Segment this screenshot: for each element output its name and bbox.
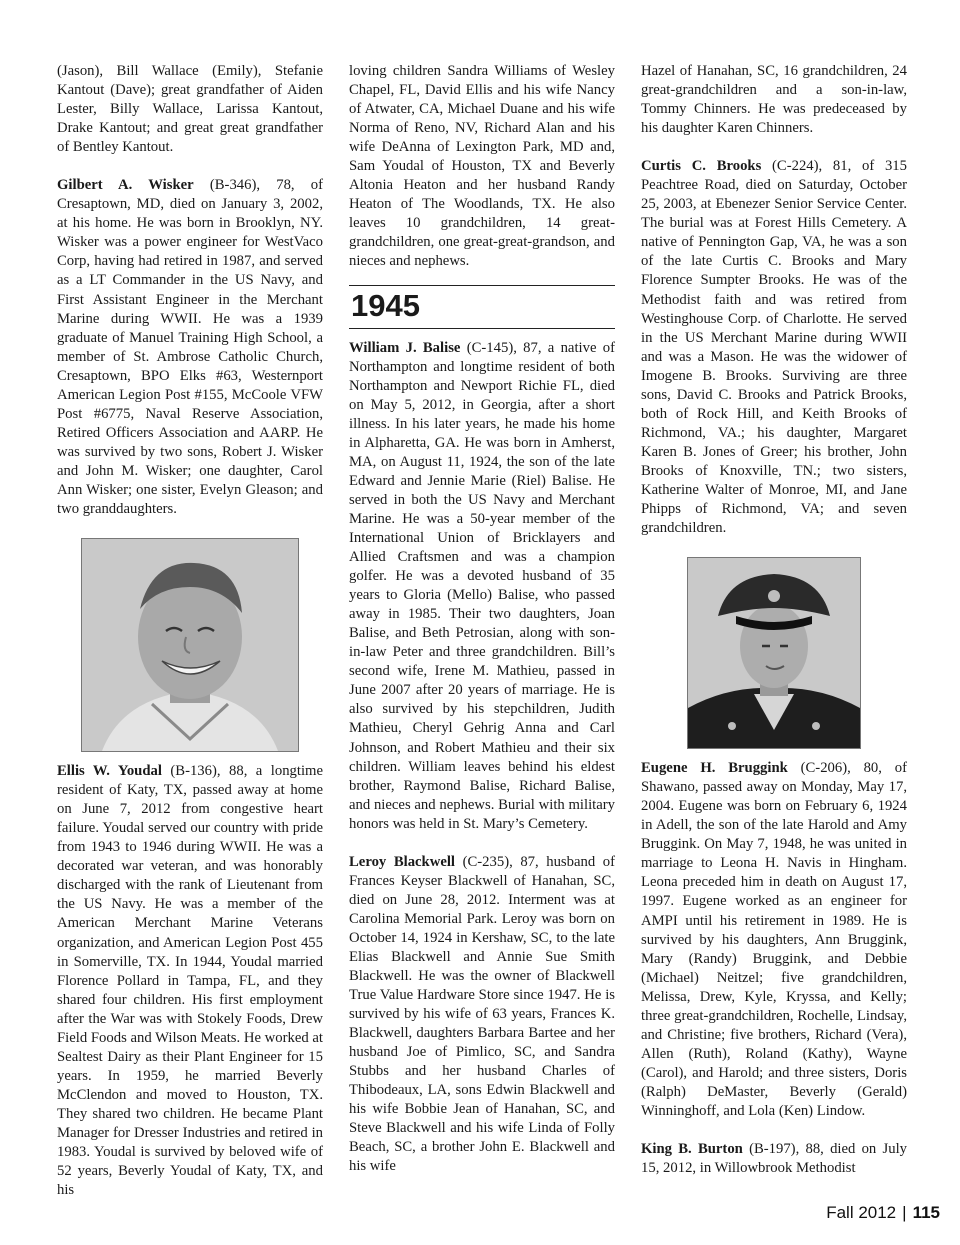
obituary-continuation: loving children Sandra Williams of Wesley Chapel, FL, David Ellis and his wife Nancy of Atwater, CA, Michael Duane and his wife Norma of Reno, NV, Richard Alan and his wife DeAnna of Lexington Park, MD and, Sam Youdal of Houston, TX and Beverly Altonia Heaton and her husband Randy Heaton of The Woodlands, TX. He also leaves 10 grandchildren, 14 great-grandchildren, one great-great-grandson, and nieces and nephews. (349, 63, 615, 270)
portrait-photo-youdal (81, 538, 299, 752)
obituary-name: Eugene H. Bruggink (641, 760, 788, 777)
page-number: 115 (912, 1203, 940, 1222)
footer-separator: | (902, 1203, 907, 1222)
obituary-name: Gilbert A. Wisker (57, 177, 194, 194)
page-footer (826, 1201, 940, 1225)
portrait-photo-bruggink (687, 557, 861, 749)
column-middle (349, 62, 615, 1177)
section-rule (349, 328, 615, 329)
obituary-name: Ellis W. Youdal (57, 763, 162, 780)
year-section-header (349, 285, 615, 329)
obituary-name: Leroy Blackwell (349, 853, 456, 870)
obituary-burton: King B. Burton (B-197), 88, died on July 15, 2012, in Willowbrook Methodist (641, 1141, 907, 1177)
obituary-continuation: Hazel of Hanahan, SC, 16 grandchildren, 24 great-grandchildren and a son-in-law, Tommy Chinners. He was predeceased by his daughter Karen Chinners. (641, 63, 907, 137)
obituary-name: William J. Balise (349, 339, 461, 356)
obituary-brooks: Curtis C. Brooks (C-224), 81, of 315 Peachtree Road, died on Saturday, October 25, 2003, at Ebenezer Senior Service Center. The burial was at Forest Hills Cemetery. A native of Pennington Gap, VA, he was a son of the late Curtis C. Brooks and Mary Florence Sumpter Brooks. He was of the Methodist faith and was retired from Westinghouse Corp. of Charlotte. He served in the US Merchant Marine during WWII and was a Mason. He was the widower of Imogene B. Brooks. Surviving are three sons, David C. Brooks and Patrick Brooks, both of Rock Hill, and Keith Brooks of Richmond, VA.; his daughter, Margaret Karen B. Jones of Greer; his brother, John Brooks of Knoxville, TN.; two sisters, Katherine Walter of Monroe, MI, and Jane Phipps of Richmond, VA; and seven grandchildren. (641, 158, 907, 537)
obituary-bruggink: Eugene H. Bruggink (C-206), 80, of Shawano, passed away on Monday, May 17, 2004. Eugene was born on February 6, 1924 in Adell, the son of the late Harold and Amy Bruggink. On May 7, 1948, he was united in marriage to Leona H. Navis in Hingham. Leona preceded him in death on August 17, 1997. Eugene worked as an engineer for AMPI until his retirement in 1989. He is survived by his daughters, Ann Bruggink, Mary (Randy) Bruggink, and Debbie (Michael) Neitzel; five grandchildren, Melissa, Drew, Kyle, Kryssa, and Kelly; three great-grandchildren, Rochelle, Lindsay, and Christine; five brothers, Richard (Vera), Allen (Ruth), Roland (Kathy), Wayne (Carol), and Harold; and three sisters, Doris (Ralph) DeMaster, Beverly (Gerald) Winninghoff, and Lola (Ken) Lindow. (641, 760, 907, 1119)
obituary-name: Curtis C. Brooks (641, 158, 762, 175)
column-left (57, 62, 323, 1200)
obituary-youdal: Ellis W. Youdal (B-136), 88, a longtime resident of Katy, TX, passed away at home on June 7, 2012 from congestive heart failure. Youdal served our country with pride from 1943 to 1946 during WWII. He was a decorated war veteran, and was honorably discharged with the rank of Lieutenant from the US Navy. He was a member of the American Merchant Marine Veterans organization, and American Legion Post 455 in Somerville, TX. In 1944, Youdal married Florence Pollard in Tampa, FL, and they shared four children. His first employment after the War was with Stokely Foods, Drew Field Foods and Wilson Meats. He worked at Sealtest Dairy as their Plant Engineer for 15 years. In 1959, he married Beverly McClendon and moved to Houston, TX. They shared two children. He became Plant Manager for Dresser Industries and retired in 1983. Youdal is survived by beloved wife of 52 years, Beverly Youdal of Katy, TX, and his (57, 763, 323, 1199)
column-right (641, 62, 907, 1178)
obituary-blackwell: Leroy Blackwell (C-235), 87, husband of Frances Keyser Blackwell of Hanahan, SC, died on June 28, 2012. Interment was at Carolina Memorial Park. Leroy was born on October 14, 1924 in Kershaw, SC, to the late Elias Blackwell and Annie Sue Smith Blackwell. He was the owner of Blackwell True Value Hardware Store since 1947. He is survived by his wife of 63 years, Frances K. Blackwell, daughters Barbara Bartee and her husband Joe of Pimlico, SC, and Sandra Stubbs and her husband Charles of Thibodeaux, LA, sons Edwin Blackwell and his wife Bobbie Jean of Hanahan, SC, and Steve Blackwell and his wife Linda of Folly Beach, SC, a brother John E. Blackwell and his wife (349, 853, 615, 1175)
year-heading: 1945 (351, 287, 420, 323)
obituary-continuation: (Jason), Bill Wallace (Emily), Stefanie Kantout (Dave); great grandfather of Aiden Lester, Billy Wallace, Larissa Kantout, Drake Kantout; and great great grandfather of Bentley Kantout. (57, 63, 323, 156)
obituary-name: King B. Burton (641, 1141, 743, 1158)
obituary-balise: William J. Balise (C-145), 87, a native of Northampton and longtime resident of both Northampton and Newport Richie FL, died on May 5, 2012, in Georgia, after a short illness. In his later years, he made his home in Alpharetta, GA. He was born in Amherst, MA, on August 11, 1924, the son of the late Edward and Jennie Marie (Riel) Balise. He served in both the US Navy and Merchant Marine. He was a 50-year member of the International Union of Bricklayers and Allied Craftsmen and was a champion golfer. He was a devoted husband of 35 years to Gloria (Mello) Balise, who passed away in 1985. Their two daughters, Joan Balise, and Beth Petrosian, along with son-in-law Peter and three grandchildren. Bill’s second wife, Irene M. Mathieu, passed in June 2007 after 20 years of marriage. He is also survived by his stepchildren, Judith Mathieu, Cheryl Gehrig Anna and Carl Johnson, and Robert Mathieu and their six children. William leaves behind his eldest brother, Raymond Balise, Richard Balise, and nieces and nephews. Burial with military honors was held in St. Mary’s Cemetery. (349, 339, 615, 832)
issue-label: Fall 2012 (826, 1203, 897, 1222)
obituary-wisker: Gilbert A. Wisker (B-346), 78, of Cresaptown, MD, died on January 3, 2002, at his home. He was born in Brooklyn, NY. Wisker was a power engineer for WestVaco Corp, having had retired in 1987, and served as a LT Commander in the US Navy, and First Assistant Engineer in the Merchant Marine during WWII. He was a 1939 graduate of Manuel Training High School, a member of St. Ambrose Catholic Church, Cresaptown, BPO Elks #63, Westernport American Legion Post #155, McCoole VFW Post #6775, Naval Reserve Association, Retired Officers Association and AARP. He was survived by two sons, Robert J. Wisker and John M. Wisker; one daughter, Carol Ann Wisker; one sister, Evelyn Gleason; and two granddaughters. (57, 177, 323, 518)
